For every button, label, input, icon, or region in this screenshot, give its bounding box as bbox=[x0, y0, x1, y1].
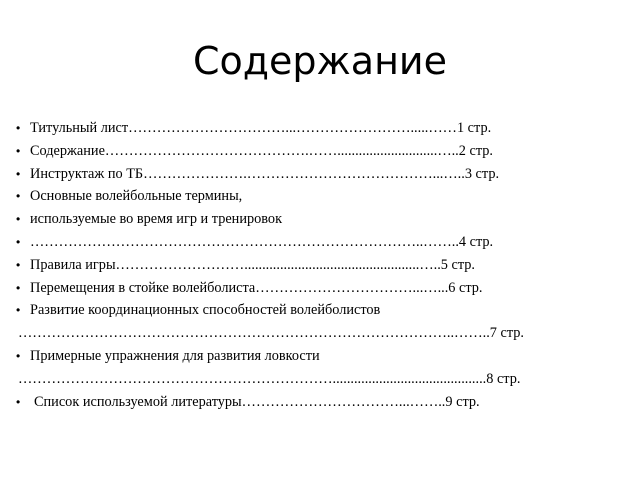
toc-item-text: Примерные упражнения для развития ловкости bbox=[30, 348, 320, 364]
toc-item-coordination bbox=[16, 301, 628, 319]
bullet-icon: • bbox=[16, 167, 21, 181]
toc-item-text: используемые во время игр и тренировок bbox=[30, 211, 283, 227]
bullet-icon: • bbox=[16, 303, 21, 317]
bullet-icon: • bbox=[16, 395, 21, 409]
bullet-icon: • bbox=[16, 349, 21, 363]
toc-item-title-page bbox=[16, 119, 628, 137]
toc-item-bibliography bbox=[16, 393, 628, 411]
bullet-icon: • bbox=[16, 189, 21, 203]
toc-item-terms-line1 bbox=[16, 187, 628, 205]
toc-item-text: …………………………………………………………...........................................8 стр. bbox=[18, 371, 521, 387]
toc-item-rules bbox=[16, 256, 628, 274]
bullet-icon: • bbox=[16, 212, 21, 226]
toc-item-text: Правила игры……………………….................................................…..5 стр. bbox=[30, 257, 476, 273]
toc-item-exercises bbox=[16, 347, 628, 365]
toc-item-text: Титульный лист……………………………...…………………….....……1 стр. bbox=[30, 120, 492, 136]
toc-item-terms-line2 bbox=[16, 210, 628, 228]
toc-item-text: Развитие координационных способностей волейболистов bbox=[30, 302, 381, 318]
toc-item-movements bbox=[16, 279, 628, 297]
bullet-icon: • bbox=[16, 281, 21, 295]
bullet-icon: • bbox=[16, 258, 21, 272]
bullet-icon: • bbox=[16, 144, 21, 158]
toc-item-terms-page bbox=[16, 233, 628, 251]
toc-item-text: Содержание…………………………………….……............................…..2 стр. bbox=[30, 143, 493, 159]
toc-item-contents bbox=[16, 142, 628, 160]
page-title: Содержание bbox=[193, 39, 447, 83]
toc-item-text: Основные волейбольные термины, bbox=[30, 188, 243, 204]
toc-item-safety-briefing bbox=[16, 165, 628, 183]
toc-item-text: ………………………………………………………………………..……..4 стр. bbox=[30, 234, 494, 250]
toc-item-text: ………………………………………………………………………………..……..7 стр. bbox=[18, 325, 525, 341]
toc-item-text: Список используемой литературы……………………………...……..9 стр. bbox=[34, 394, 480, 410]
toc-item-text: Инструктаж по ТБ………………….…………………………………...…..3 стр. bbox=[30, 166, 500, 182]
toc-item-coordination-page bbox=[18, 324, 630, 342]
toc-item-exercises-page bbox=[18, 370, 630, 388]
bullet-icon: • bbox=[16, 121, 21, 135]
toc-item-text: Перемещения в стойке волейболиста……………………………...…...6 стр. bbox=[30, 280, 483, 296]
bullet-icon: • bbox=[16, 235, 21, 249]
